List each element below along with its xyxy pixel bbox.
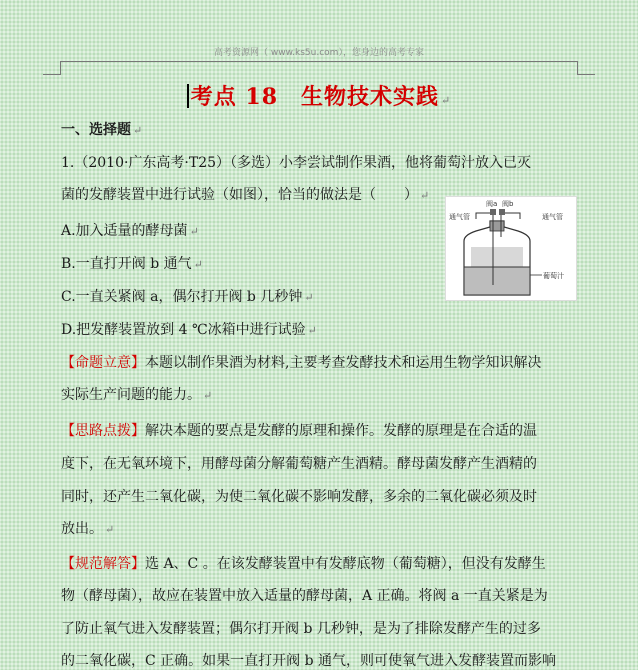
option-c: C.一直关紧阀 a，偶尔打开阀 b 几秒钟 ↵ — [61, 289, 314, 305]
intent-line-1: 【命题立意】本题以制作果酒为材料,主要考查发酵技术和运用生物学知识解决 — [61, 355, 542, 371]
header-rule — [60, 61, 578, 62]
option-d: D.把发酵装置放到 4 ℃冰箱中进行试验 ↵ — [61, 322, 317, 338]
hint-line-4: 放出。 ↵ — [61, 521, 115, 537]
header-corner-right-tick — [577, 74, 595, 75]
fermentation-apparatus-figure — [445, 196, 577, 301]
paragraph-mark-icon: ↵ — [105, 523, 115, 536]
header-corner-right — [577, 61, 578, 74]
question-stem-line-1: 1.（2010·广东高考·T25）（多选）小李尝试制作果酒，他将葡萄汁放入已灭 — [61, 155, 532, 171]
header-site-line: 高考资源网（ www.ks5u.com），您身边的高考专家 — [214, 48, 424, 58]
hint-line-1: 【思路点拨】解决本题的要点是发酵的原理和操作。发酵的原理是在合适的温 — [61, 423, 537, 439]
answer-line-4: 的二氧化碳，C 正确。如果一直打开阀 b 通气，则可使氧气进入发酵装置而影响 — [61, 653, 557, 669]
section-heading-text: 一、选择题 — [61, 122, 131, 138]
header-corner-left — [60, 61, 61, 74]
answer-line-2: 物（酵母菌），故应在装置中放入适量的酵母菌，A 正确。将阀 a 一直关紧是为 — [61, 588, 548, 604]
label-grape-juice: 葡萄汁 — [543, 272, 564, 280]
text-cursor — [187, 84, 189, 108]
option-a: A.加入适量的酵母菌 ↵ — [61, 223, 199, 239]
hint-tag: 【思路点拨】 — [61, 423, 145, 439]
paragraph-mark-icon: ↵ — [193, 258, 203, 271]
paragraph-mark-icon: ↵ — [189, 225, 199, 238]
label-vent-right: 通气管 — [542, 213, 563, 221]
hint-line-2: 度下，在无氧环境下，用酵母菌分解葡萄糖产生酒精。酵母菌发酵产生酒精的 — [61, 456, 537, 472]
paragraph-mark-icon: ↵ — [307, 324, 317, 337]
paragraph-mark-icon: ↵ — [420, 189, 430, 202]
intent-line-2: 实际生产问题的能力。 ↵ — [61, 387, 213, 403]
paragraph-mark-icon: ↵ — [304, 291, 314, 304]
paragraph-mark-icon: ↵ — [441, 94, 452, 107]
label-valve-a: 阀a — [486, 200, 498, 208]
header-corner-left-tick — [43, 74, 61, 75]
label-valve-b: 阀b — [502, 200, 514, 208]
hint-line-3: 同时，还产生二氧化碳，为使二氧化碳不影响发酵，多余的二氧化碳必须及时 — [61, 489, 537, 505]
question-stem-line-2: 菌的发酵装置中进行试验（如图），恰当的做法是（ ） ↵ — [61, 187, 430, 203]
answer-line-1: 【规范解答】选 A、C 。在该发酵装置中有发酵底物（葡萄糖），但没有发酵生 — [61, 556, 546, 572]
paragraph-mark-icon: ↵ — [133, 124, 143, 137]
option-b: B.一直打开阀 b 通气 ↵ — [61, 256, 203, 272]
paragraph-mark-icon: ↵ — [203, 389, 213, 402]
section-heading — [61, 119, 142, 139]
intent-tag: 【命题立意】 — [61, 355, 145, 371]
label-vent-left: 通气管 — [449, 213, 470, 221]
answer-line-3: 了防止氧气进入发酵装置；偶尔打开阀 b 几秒钟，是为了排除发酵产生的过多 — [61, 621, 541, 637]
answer-tag: 【规范解答】 — [61, 556, 145, 572]
document-title — [0, 80, 638, 111]
title-text: 考点 18 生物技术实践 — [190, 84, 440, 110]
